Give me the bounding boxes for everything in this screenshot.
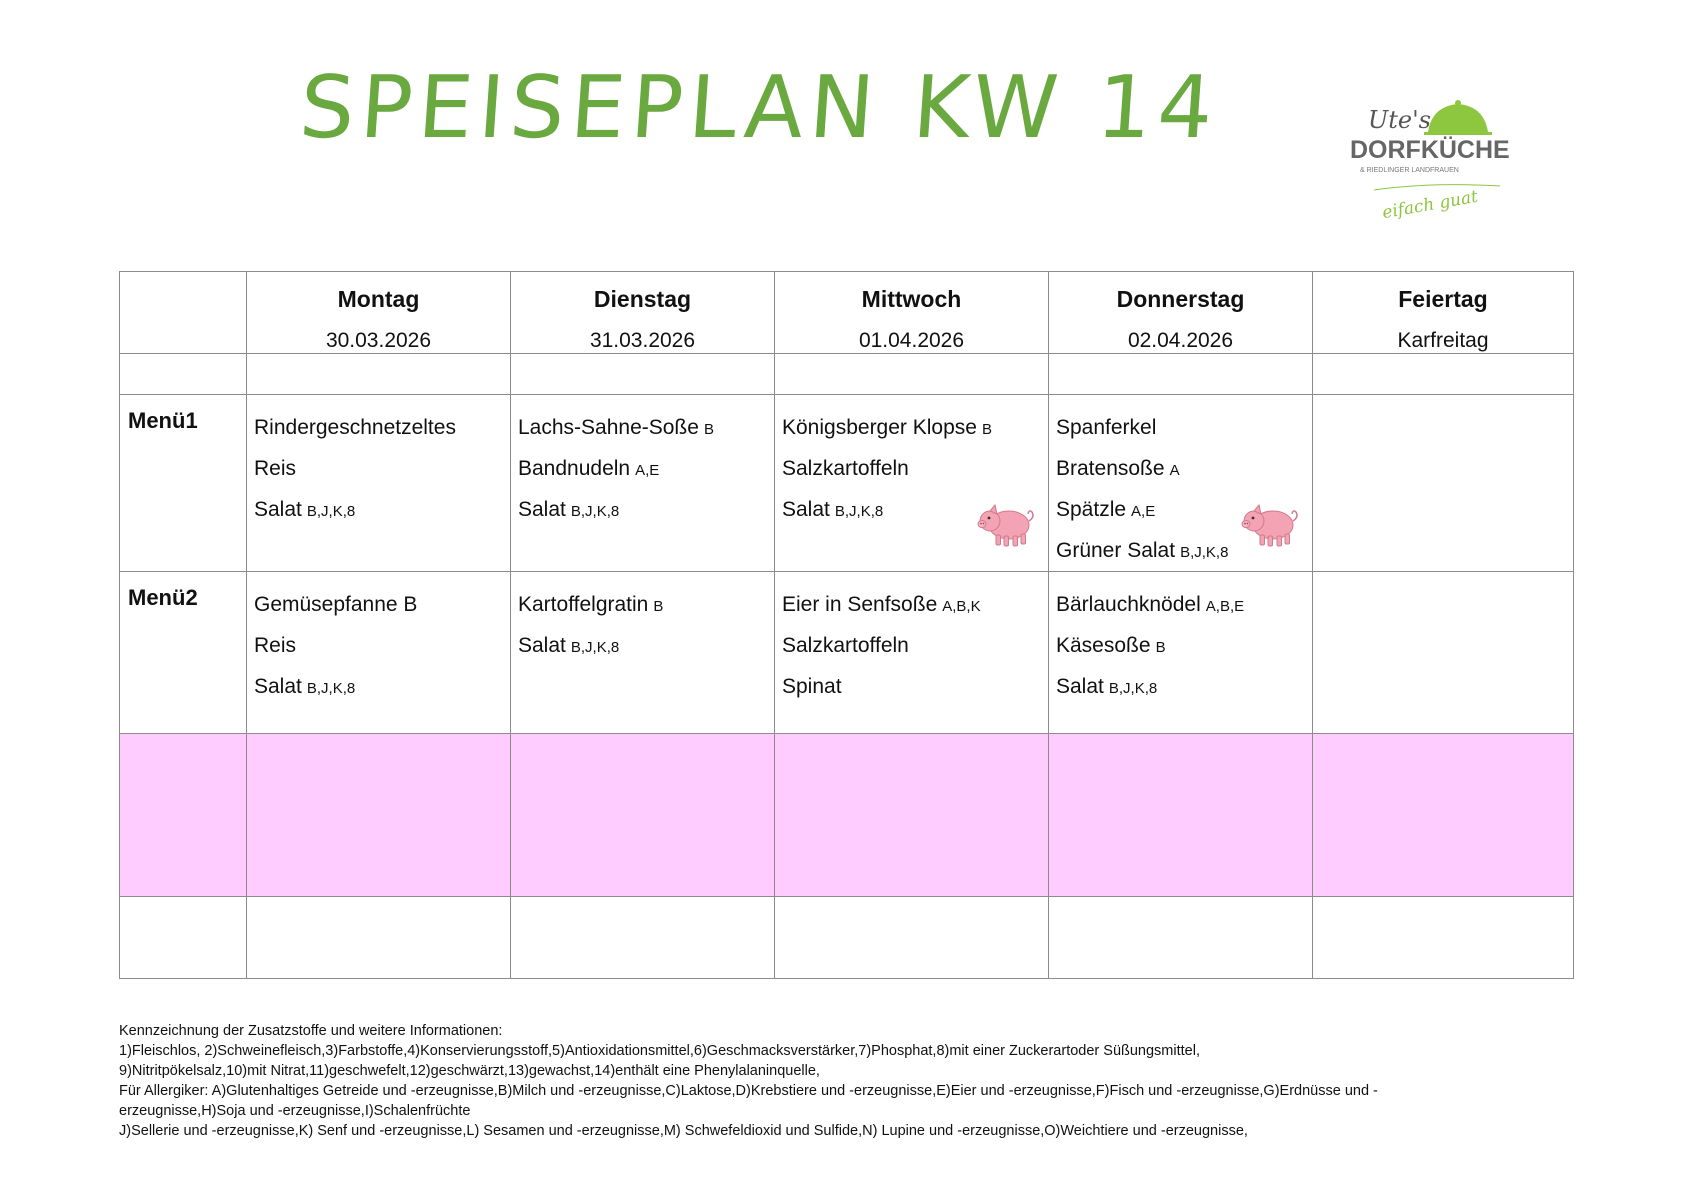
dish-name: Reis [254, 457, 297, 480]
dish-item [254, 489, 510, 530]
dish-item [782, 448, 1048, 489]
dish-list [775, 572, 1048, 707]
day-header [247, 272, 511, 354]
notes-line: erzeugnisse,H)Soja und -erzeugnisse,I)Schalenfrüchte [119, 1103, 471, 1119]
dish-name: Salat [518, 498, 566, 521]
logo-line2: DORFKÜCHE [1350, 136, 1510, 164]
dish-item [1056, 666, 1312, 707]
dish-item [1056, 584, 1312, 625]
dish-list [247, 395, 510, 530]
day-header [1049, 272, 1313, 354]
day-name: Feiertag [1398, 286, 1488, 312]
dish-name: Reis [254, 634, 297, 657]
menu-cell [511, 572, 775, 734]
dish-name: Salat [1056, 675, 1104, 698]
day-header [1313, 272, 1574, 354]
dish-item [254, 666, 510, 707]
notes-line: 1)Fleischlos, 2)Schweinefleisch,3)Farbstoffe,4)Konservierungsstoff,5)Antioxidationsmittel,6)Geschmacksverstärker,7)Phosphat,8)mit einer Zuckerartoder Süßungsmittel, [119, 1043, 1200, 1059]
dish-item [782, 407, 1048, 448]
dish-name: Salat [782, 498, 830, 521]
allergen-codes: B,J,K,8 [834, 503, 884, 520]
dish-name: Spanferkel [1056, 416, 1157, 439]
dish-name: Grüner Salat [1056, 539, 1176, 562]
additives-notes [119, 1021, 1579, 1141]
menu-cell [1049, 572, 1313, 734]
dish-name: Spinat [782, 675, 842, 698]
day-date: Karfreitag [1397, 329, 1489, 352]
empty-row [120, 897, 1574, 979]
dish-name: Lachs-Sahne-Soße [518, 416, 699, 439]
day-date: 02.04.2026 [1127, 329, 1234, 352]
dish-name: Gemüsepfanne B [254, 593, 418, 616]
menu-table [119, 271, 1574, 979]
dorfkueche-logo [1350, 98, 1520, 228]
menu-label: Menü2 [128, 585, 198, 610]
dish-name: Salat [518, 634, 566, 657]
notes-line: Kennzeichnung der Zusatzstoffe und weitere Informationen: [119, 1023, 503, 1039]
dish-item [518, 489, 774, 530]
menu-cell [247, 572, 511, 734]
dish-name: Käsesoße [1056, 634, 1151, 657]
dish-name: Eier in Senfsoße [782, 593, 938, 616]
allergen-codes: B,J,K,8 [1180, 544, 1229, 561]
dish-item [782, 625, 1048, 666]
pig-icon [1240, 495, 1302, 551]
day-date: 31.03.2026 [589, 329, 696, 352]
menu-cell [511, 395, 775, 572]
allergen-codes: A,E [1131, 503, 1156, 520]
notes-line: Für Allergiker: A)Glutenhaltiges Getreide und -erzeugnisse,B)Milch und -erzeugnisse,C)Laktose,D)Krebstiere und -erzeugnisse,E)Eier und -erzeugnisse,F)Fisch und -erzeugnisse,G)Erdnüsse und - [119, 1083, 1378, 1099]
allergen-codes: B [981, 421, 992, 438]
pig-icon [976, 495, 1038, 551]
header-corner [120, 272, 247, 354]
dish-list [511, 395, 774, 530]
spacer-row [120, 354, 1574, 395]
allergen-codes: B [1155, 639, 1166, 656]
logo-line1: Ute's [1368, 106, 1431, 134]
allergen-codes: B [653, 598, 664, 615]
allergen-codes: A [1169, 462, 1180, 479]
dish-name: Bärlauchknödel [1056, 593, 1201, 616]
dish-item [1056, 448, 1312, 489]
dish-item [518, 448, 774, 489]
dish-item [254, 584, 510, 625]
day-header-row [120, 272, 1574, 354]
dish-name: Salzkartoffeln [782, 634, 909, 657]
cloche-icon [1428, 104, 1488, 132]
dish-name: Bandnudeln [518, 457, 631, 480]
dish-list [1313, 395, 1573, 407]
menu-label: Menü1 [128, 408, 198, 433]
allergen-codes: B,J,K,8 [570, 503, 620, 520]
allergen-codes: B [703, 421, 714, 438]
logo-line3: & RIEDLINGER LANDFRAUEN [1360, 167, 1459, 174]
allergen-codes: B,J,K,8 [306, 503, 356, 520]
allergen-codes: A,B,K [942, 598, 981, 615]
dish-name: Salat [254, 675, 302, 698]
day-name: Mittwoch [861, 286, 962, 312]
menu-cell [247, 395, 511, 572]
day-header [511, 272, 775, 354]
menu-cell [1313, 572, 1574, 734]
allergen-codes: B,J,K,8 [1108, 680, 1158, 697]
dish-name: Kartoffelgratin [518, 593, 649, 616]
allergen-codes: B,J,K,8 [570, 639, 620, 656]
notes-line: J)Sellerie und -erzeugnisse,K) Senf und -erzeugnisse,L) Sesamen und -erzeugnisse,M) Schwefeldioxid und Sulfide,N) Lupine und -erzeugnisse,O)Weichtiere und -erzeugnisse, [119, 1123, 1248, 1139]
dish-item [782, 666, 1048, 707]
allergen-codes: B,J,K,8 [306, 680, 356, 697]
dish-list [247, 572, 510, 707]
notes-line: 9)Nitritpökelsalz,10)mit Nitrat,11)geschwefelt,12)geschwärzt,13)gewachst,14)enthält eine Phenylalaninquelle, [119, 1063, 820, 1079]
dish-item [254, 448, 510, 489]
dish-list [1049, 572, 1312, 707]
dish-name: Bratensoße [1056, 457, 1165, 480]
menu-row [120, 572, 1574, 734]
dish-item [518, 407, 774, 448]
dish-list [511, 572, 774, 666]
menu-cell [775, 395, 1049, 572]
menu-cell [1313, 395, 1574, 572]
menu-row [120, 395, 1574, 572]
day-name: Dienstag [593, 286, 692, 312]
day-header [775, 272, 1049, 354]
menu-label-cell [120, 572, 247, 734]
menu-cell [775, 572, 1049, 734]
allergen-codes: A,B,E [1205, 598, 1245, 615]
dish-item [518, 584, 774, 625]
dish-name: Spätzle [1056, 498, 1127, 521]
day-name: Donnerstag [1116, 286, 1245, 312]
dish-item [254, 407, 510, 448]
highlight-row [120, 734, 1574, 897]
logo-line4: eifach guat [1380, 186, 1480, 224]
menu-cell [1049, 395, 1313, 572]
menu-label-cell [120, 395, 247, 572]
dish-item [518, 625, 774, 666]
dish-item [782, 584, 1048, 625]
dish-name: Salzkartoffeln [782, 457, 909, 480]
day-name: Montag [337, 286, 420, 312]
dish-list [1313, 572, 1573, 584]
dish-name: Rindergeschnetzeltes [254, 416, 456, 439]
allergen-codes: A,E [635, 462, 660, 479]
dish-item [254, 625, 510, 666]
dish-item [1056, 625, 1312, 666]
dish-name: Salat [254, 498, 302, 521]
day-date: 30.03.2026 [325, 329, 432, 352]
dish-name: Königsberger Klopse [782, 416, 977, 439]
dish-item [1056, 407, 1312, 448]
page-title: SPEISEPLAN KW 14 [296, 58, 1222, 158]
day-date: 01.04.2026 [858, 329, 965, 352]
